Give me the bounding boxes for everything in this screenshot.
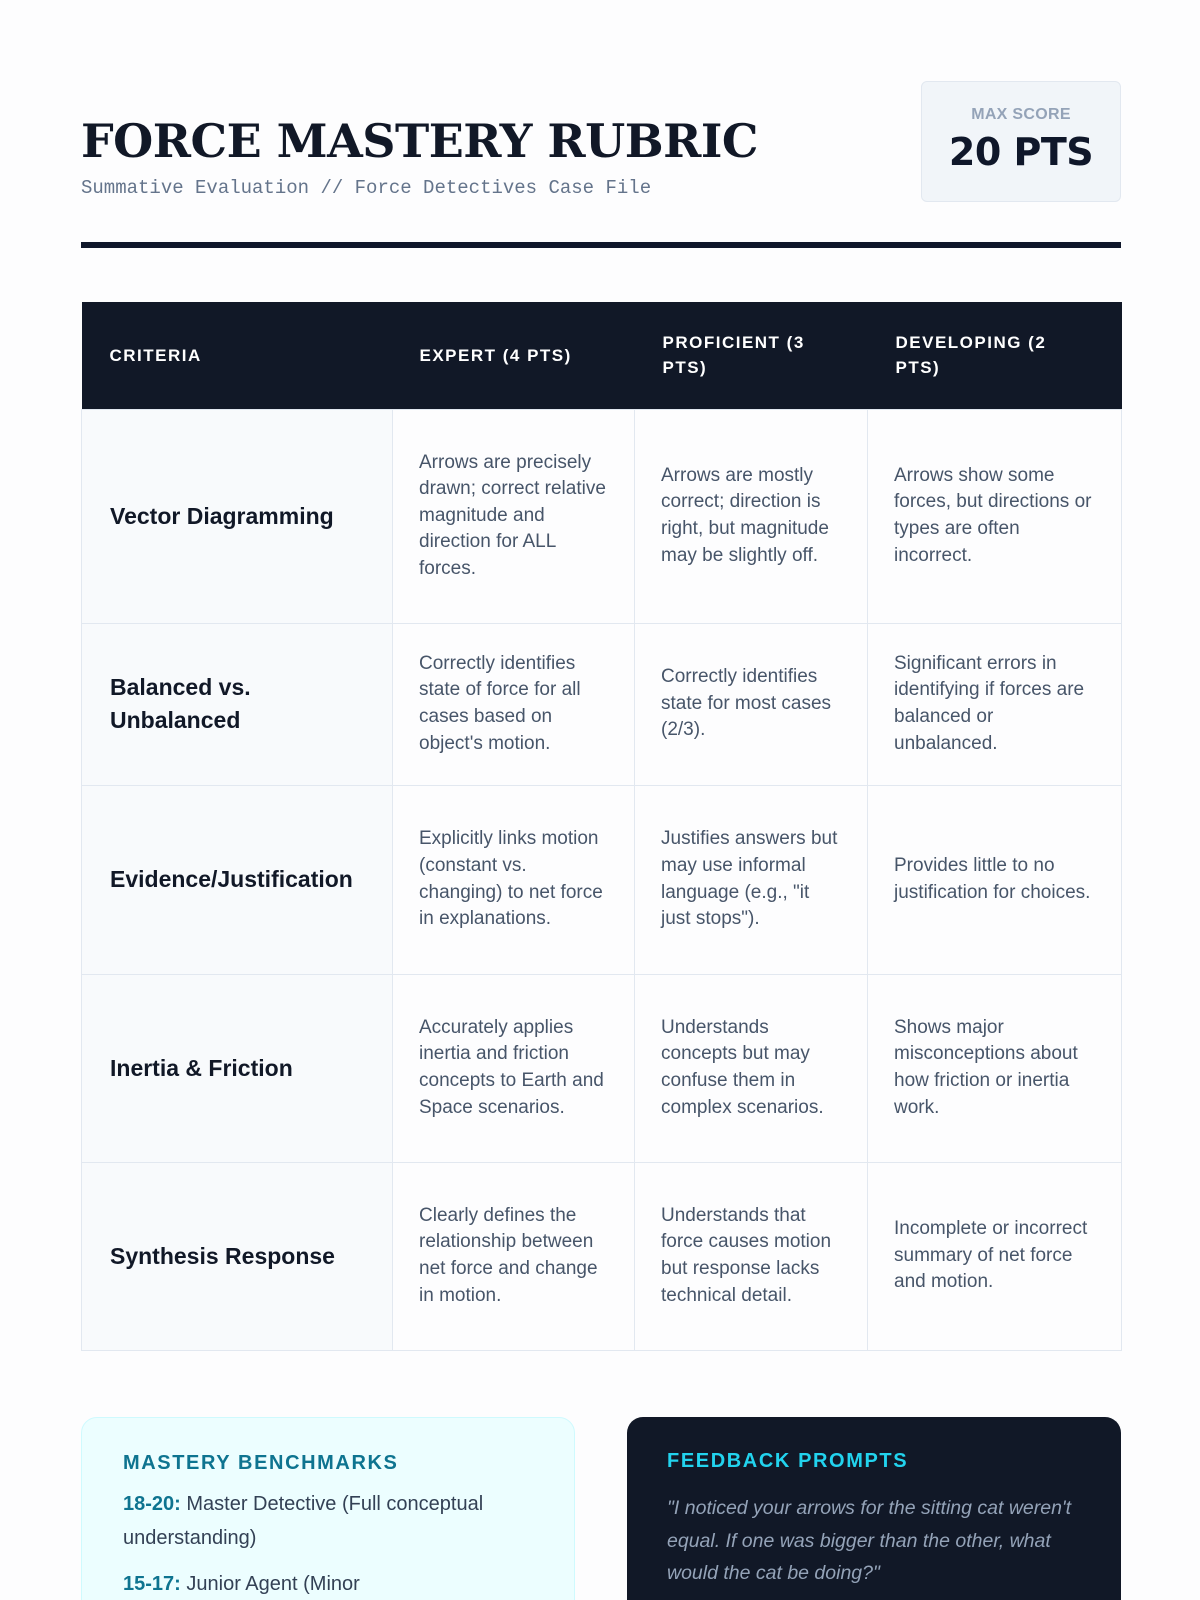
mastery-benchmarks-card: [81, 1417, 575, 1600]
table-row: [82, 1162, 1122, 1350]
expert-cell: Correctly identifies state of force for all cases based on object's motion.: [393, 623, 635, 785]
rubric-page: [81, 0, 1121, 1595]
criteria-cell: Balanced vs. Unbalanced: [82, 623, 393, 785]
proficient-cell: Justifies answers but may use informal language (e.g., "it just stops").: [635, 785, 868, 974]
proficient-cell: Understands concepts but may confuse them in complex scenarios.: [635, 974, 868, 1162]
table-row: [82, 409, 1122, 623]
table-row: [82, 974, 1122, 1162]
criteria-cell: Inertia & Friction: [82, 974, 393, 1162]
proficient-cell: Arrows are mostly correct; direction is right, but magnitude may be slightly off.: [635, 409, 868, 623]
benchmark-text: Master Detective (Full conceptual understanding): [123, 1493, 484, 1549]
column-header-expert: EXPERT (4 PTS): [393, 302, 635, 409]
benchmark-range: 15-17:: [123, 1573, 181, 1595]
benchmarks-title: MASTERY BENCHMARKS: [123, 1452, 399, 1474]
developing-cell: Provides little to no justification for choices.: [868, 785, 1122, 974]
max-score-box: [921, 81, 1121, 202]
developing-cell: Incomplete or incorrect summary of net force and motion.: [868, 1162, 1122, 1350]
feedback-title: FEEDBACK PROMPTS: [667, 1450, 909, 1472]
column-header-proficient: PROFICIENT (3 PTS): [635, 302, 868, 409]
benchmark-text: Junior Agent (Minor: [186, 1573, 360, 1595]
expert-cell: Accurately applies inertia and friction concepts to Earth and Space scenarios.: [393, 974, 635, 1162]
developing-cell: Arrows show some forces, but directions or types are often incorrect.: [868, 409, 1122, 623]
expert-cell: Arrows are precisely drawn; correct relative magnitude and direction for ALL forces.: [393, 409, 635, 623]
feedback-quote: "I noticed your arrows for the sitting cat weren't equal. If one was bigger than the other, what would the cat be doing?": [667, 1497, 1072, 1584]
feedback-prompts-card: [627, 1417, 1121, 1600]
table-row: [82, 785, 1122, 974]
criteria-cell: Evidence/Justification: [82, 785, 393, 974]
benchmark-range: 18-20:: [123, 1493, 181, 1515]
benchmark-item: [123, 1567, 534, 1600]
proficient-cell: Understands that force causes motion but response lacks technical detail.: [635, 1162, 868, 1350]
criteria-cell: Synthesis Response: [82, 1162, 393, 1350]
rubric-table: [81, 302, 1122, 1351]
developing-cell: Significant errors in identifying if forces are balanced or unbalanced.: [868, 623, 1122, 785]
max-score-label: MAX SCORE: [971, 106, 1071, 123]
column-header-developing: DEVELOPING (2 PTS): [868, 302, 1122, 409]
criteria-cell: Vector Diagramming: [82, 409, 393, 623]
expert-cell: Explicitly links motion (constant vs. changing) to net force in explanations.: [393, 785, 635, 974]
developing-cell: Shows major misconceptions about how friction or inertia work.: [868, 974, 1122, 1162]
table-header-row: [82, 302, 1122, 409]
expert-cell: Clearly defines the relationship between net force and change in motion.: [393, 1162, 635, 1350]
page-title: FORCE MASTERY RUBRIC: [81, 114, 759, 168]
benchmark-item: [123, 1487, 534, 1555]
header: [81, 0, 1121, 250]
table-row: [82, 623, 1122, 785]
column-header-criteria: CRITERIA: [82, 302, 393, 409]
header-divider: [81, 242, 1121, 248]
page-subtitle: Summative Evaluation // Force Detectives Case File: [81, 177, 652, 199]
proficient-cell: Correctly identifies state for most cases (2/3).: [635, 623, 868, 785]
max-score-value: 20 PTS: [948, 130, 1094, 174]
